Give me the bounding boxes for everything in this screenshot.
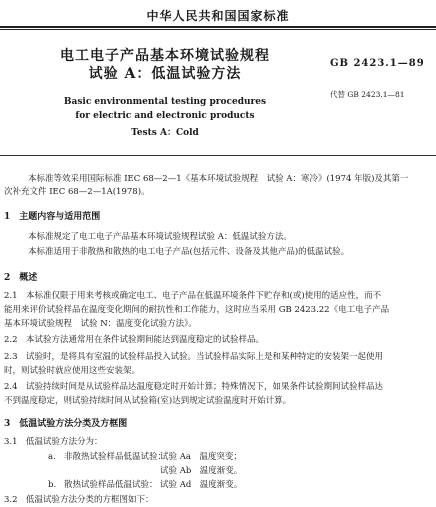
section1-heading: 1 主题内容与适用范围 [4, 212, 101, 222]
title-en-line1: Basic environmental testing procedures [63, 97, 267, 107]
item-a-text: 非散热试验样品低温试验： [64, 452, 167, 462]
test-ab: 试验 Ab 温度渐变。 [160, 466, 243, 476]
national-standard-title: 中华人民共和国国家标准 [146, 9, 290, 23]
item-a-label: a. [48, 452, 56, 462]
clause-2-4-line2: 不到温度稳定，则试验持续时间从试验箱(室)达到规定试验温度时开始计算。 [4, 396, 292, 406]
section3-heading: 3 低温试验方法分类及方框图 [4, 419, 128, 429]
item-b-label: b. [48, 480, 57, 490]
title-cn-line2: 试验 A：低温试验方法 [88, 66, 242, 82]
title-en-line2: for electric and electronic products [75, 111, 255, 121]
title-separator [0, 155, 436, 156]
test-aa: 试验 Aa 温度突变； [160, 452, 242, 462]
clause-2-2: 2.2 本试验方法通常用在条件试验期间能达到温度稳定的试验样品。 [4, 335, 265, 345]
title-cn-line1: 电工电子产品基本环境试验规程 [60, 48, 270, 64]
clause-2-4-line1: 2.4 试验持续时间是从试验样品达温度稳定时开始计算；特殊情况下，如果条件试验期间试验样品达 [4, 382, 384, 392]
header-rule-thick [0, 26, 436, 28]
clause-3-1: 3.1 低温试验方法分为： [4, 437, 103, 447]
gb-code: GB 2423.1—89 [330, 58, 425, 69]
clause-2-3-line1: 2.3 试验时，是将具有室温的试验样品投入试验。当试验样品实际上是和某种特定的安装架一起使用 [4, 352, 384, 362]
test-ad: 试验 Ad 温度渐变。 [160, 480, 243, 490]
clause-2-1-line1: 2.1 本标准仅限于用来考核或确定电工、电子产品在低温环境条件下贮存和(或)使用的适应性，而不 [4, 291, 382, 301]
section1-paragraph2: 本标准适用于非散热和散热的电工电子产品(包括元件、设备及其他产品)的低温试验。 [28, 247, 350, 257]
title-en-line3: Tests A：Cold [131, 128, 199, 138]
clause-2-3-line2: 时，则试验时就应使用这些安装架。 [4, 366, 141, 376]
clause-3-2: 3.2 低温试验方法分类的方框图如下： [4, 495, 154, 505]
header-rule-thin [0, 29, 436, 30]
section2-heading: 2 概述 [4, 273, 38, 283]
item-b-text: 散热试验样品低温试验： [64, 480, 158, 490]
replaces-note: 代替 GB 2423.1—81 [330, 90, 405, 99]
clause-2-1-line2: 能用来评价试验样品在温度变化期间的耐抗性和工作能力，这时应当采用 GB 2423.22《电工电子产品 [4, 305, 390, 315]
intro-line1: 本标准等效采用国际标准 IEC 68—2—1《基本环境试验规程 试验 A：寒冷》(1974 年版)及其第一 [28, 174, 409, 184]
intro-line2: 次补充文件 IEC 68—2—1A(1978)。 [4, 187, 150, 197]
clause-2-1-line3: 基本环境试验规程 试验 N：温度变化试验方法》。 [4, 319, 197, 329]
section1-paragraph1: 本标准规定了电工电子产品基本环境试验规程试验 A：低温试验方法。 [28, 232, 292, 242]
